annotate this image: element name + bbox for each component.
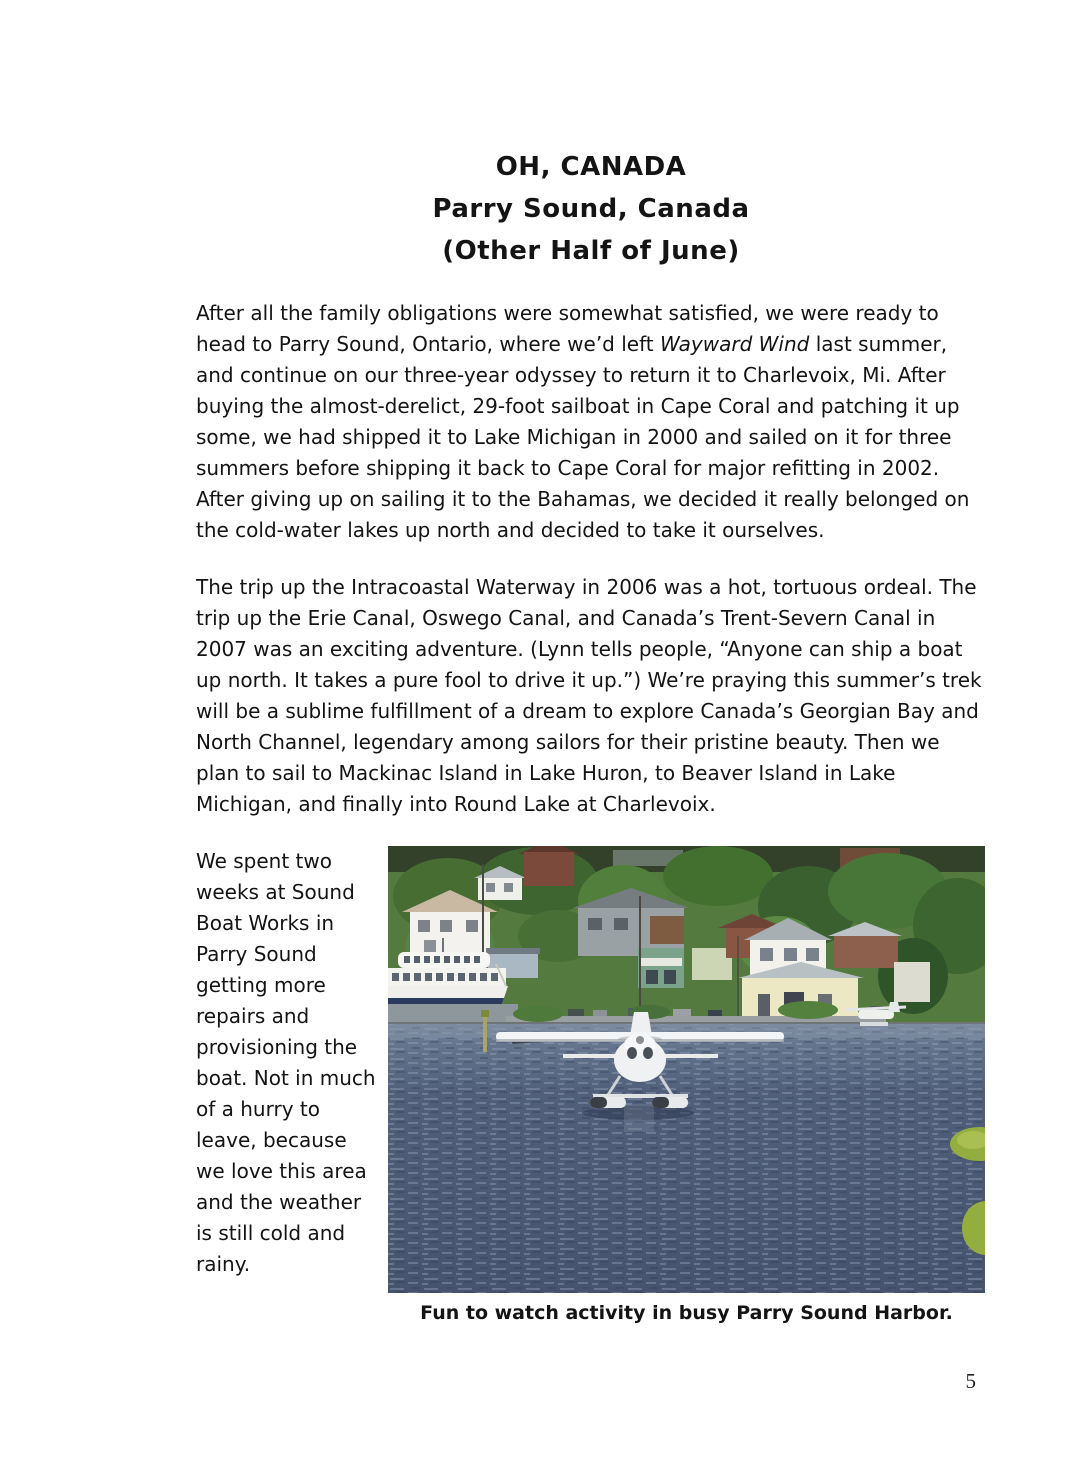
page-title	[196, 146, 986, 272]
photo-caption: Fun to watch activity in busy Parry Sound Harbor.	[420, 1302, 953, 1324]
harbor-photo	[388, 846, 985, 1293]
photo-column	[388, 846, 985, 1325]
boat-name-italic: Wayward Wind	[659, 332, 810, 356]
title-line: (Other Half of June)	[442, 236, 740, 266]
paragraph-intro-text: last summer, and continue on our three-year odyssey to return it to Charlevoix, Mi. After buying the almost-derelict, 29-foot sailboat in Cape Coral and patching it up some, we had shipped it to Lake Michigan in 2000 and sailed on it for three summers before shipping it back to Cape Coral for major refitting in 2002. After giving up on sailing it to the Bahamas, we decided it really belonged on the cold-water lakes up north and decided to take it ourselves.	[196, 332, 970, 542]
paragraph-trip: The trip up the Intracoastal Waterway in 2006 was a hot, tortuous ordeal. The trip up the Erie Canal, Oswego Canal, and Canada’s Trent-Severn Canal in 2007 was an exciting adventure. (Lynn tells people, “Anyone can ship a boat up north. It takes a pure fool to drive it up.”) We’re praying this summer’s trek will be a sublime fulfillment of a dream to explore Canada’s Georgian Bay and North Channel, legendary among sailors for their pristine beauty. Then we plan to sail to Mackinac Island in Lake Huron, to Beaver Island in Lake Michigan, and finally into Round Lake at Charlevoix.	[196, 575, 982, 816]
title-line: Parry Sound, Canada	[432, 194, 750, 224]
title-line: OH, CANADA	[495, 152, 687, 182]
photo-section	[196, 846, 986, 1325]
harbor-water	[388, 1024, 985, 1293]
paragraph-boatworks: We spent two weeks at Sound Boat Works in Parry Sound getting more repairs and provisioning the boat. Not in much of a hurry to leave, because we love this area and the weather is still cold and rainy.	[196, 849, 376, 1276]
page-content	[196, 146, 986, 1325]
paragraph-intro	[196, 298, 986, 546]
page-number: 5	[965, 1369, 976, 1393]
paragraph-intro-text: After all the family obligations were somewhat satisfied, we were ready to head to Parry Sound, Ontario, where we’d left	[196, 301, 939, 356]
